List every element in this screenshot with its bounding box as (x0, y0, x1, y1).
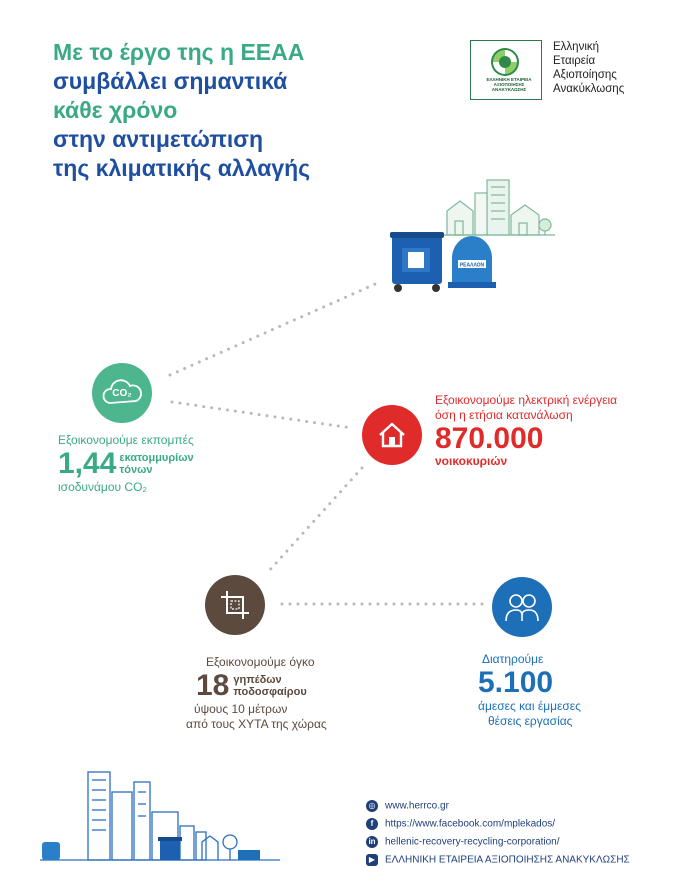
energy-block (435, 393, 655, 467)
youtube-icon: ▶ (366, 854, 378, 866)
house-icon (362, 405, 422, 465)
volume-crop-icon (205, 575, 265, 635)
volume-number: 18 (196, 669, 230, 702)
headline-line-5: της κλιματικής αλλαγής (53, 155, 311, 181)
headline-line-1: Με το έργο της η ΕΕΑΑ (53, 39, 305, 65)
footer-website[interactable] (366, 800, 449, 812)
emissions-unit-line-1: εκατομμυρίων (119, 452, 194, 464)
energy-intro-line-1: Εξοικονομούμε ηλεκτρική ενέργεια (435, 393, 618, 407)
jobs-number: 5.100 (478, 666, 554, 699)
footer-website-text[interactable]: www.herrco.gr (385, 800, 449, 812)
headline-line-4: στην αντιμετώπιση (53, 126, 263, 152)
footer-youtube[interactable] (366, 854, 630, 866)
emissions-outro: ισοδυνάμου CO₂ (58, 480, 148, 494)
headline-line-3: κάθε χρόνο (53, 97, 178, 123)
volume-unit-line-2: ποδοσφαίρου (233, 686, 307, 698)
logo-mini-text: ΕΛΛΗΝΙΚΗ ΕΤΑΙΡΕΙΑ ΑΞΙΟΠΟΙΗΣΗΣ ΑΝΑΚΥΚΛΩΣΗΣ (486, 77, 532, 92)
emissions-unit-line-2: τόνων (119, 464, 153, 476)
jobs-outro-line-2: θέσεις εργασίας (488, 714, 573, 728)
jobs-outro-line-1: άμεσες και έμμεσες (478, 699, 581, 713)
footer-linkedin-text[interactable]: hellenic-recovery-recycling-corporation/ (385, 836, 560, 848)
co2-circle (92, 363, 152, 423)
headline-line-2: συμβάλλει σημαντικά (53, 68, 288, 94)
logo-name: Ελληνική Εταιρεία Αξιοποίησης Ανακύκλωσης (553, 41, 625, 95)
volume-unit-line-1: γηπέδων (233, 674, 282, 686)
footer-facebook-text[interactable]: https://www.facebook.com/mplekados/ (385, 818, 556, 830)
footer-facebook[interactable] (366, 818, 555, 830)
energy-intro-line-2: όση η ετήσια κατανάλωση (435, 408, 573, 422)
house-circle (362, 405, 422, 465)
co2-icon-label: CO₂ (112, 388, 132, 399)
volume-block (186, 655, 376, 732)
footer-youtube-text[interactable]: ΕΛΛΗΝΙΚΗ ΕΤΑΙΡΕΙΑ ΑΞΙΟΠΟΙΗΣΗΣ ΑΝΑΚΥΚΛΩΣΗΣ (385, 854, 630, 866)
energy-unit: νοικοκυριών (435, 454, 508, 468)
people-circle (492, 577, 552, 637)
footer-linkedin[interactable] (366, 836, 560, 848)
people-icon (492, 577, 552, 637)
volume-circle (205, 575, 265, 635)
volume-intro: Εξοικονομούμε όγκο (206, 655, 315, 669)
facebook-icon: f (366, 818, 378, 830)
jobs-block (478, 652, 618, 729)
energy-number: 870.000 (435, 422, 544, 455)
emissions-intro: Εξοικονομούμε εκπομπές (58, 433, 194, 447)
globe-icon: ◎ (366, 800, 378, 812)
jobs-intro: Διατηρούμε (482, 652, 544, 666)
volume-outro-line-1: ύψους 10 μέτρων (194, 702, 288, 716)
linkedin-icon: in (366, 836, 378, 848)
emissions-number: 1,44 (58, 447, 117, 480)
bin-label: ΡΕΑΛΛΟΝ (459, 262, 485, 269)
volume-outro-line-2: από τους ΧΥΤΑ της χώρας (186, 717, 327, 731)
city-skyline-illustration (40, 762, 280, 862)
emissions-block (58, 433, 228, 495)
